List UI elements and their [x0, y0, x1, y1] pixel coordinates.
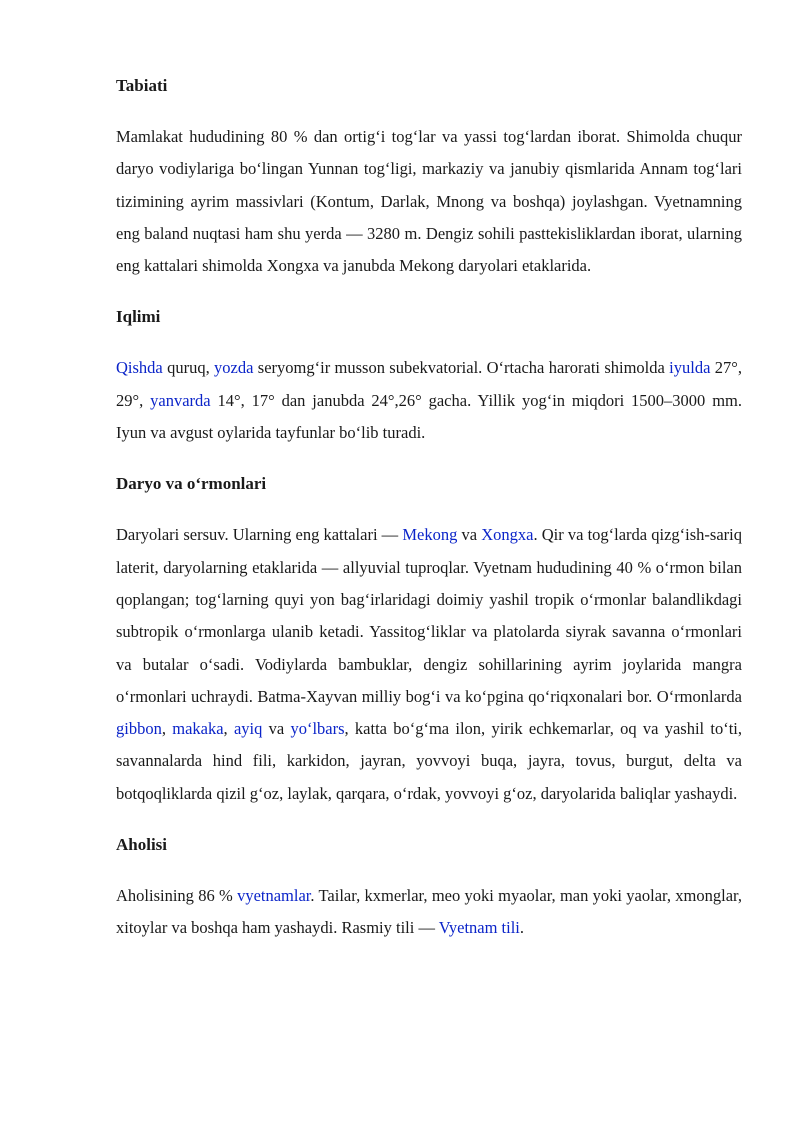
- inline-link[interactable]: vyetnamlar: [237, 886, 311, 906]
- paragraph-text: , katta bo‘g‘ma ilon, yirik echkemarlar, oq va yashil to‘ti, savannalarda hind fili, karkidon, jayran, yovvoyi buqa, jayra, tovus, burgut, delta va botqoqliklarda qizil g‘oz, laylak, qarqara, o‘rdak, yovvoyi g‘oz, daryolarida baliqlar yashaydi.: [116, 719, 742, 803]
- paragraph-text: Daryolari sersuv. Ularning eng kattalari —: [116, 525, 403, 545]
- paragraph-text: va: [262, 719, 291, 739]
- inline-link[interactable]: iyulda: [669, 358, 711, 378]
- paragraph-text: quruq,: [162, 358, 215, 378]
- inline-link[interactable]: Mekong: [402, 525, 458, 545]
- paragraph-text: . Qir va tog‘larda qizg‘ish-sariq laterit, daryolarning etaklarida — allyuvial tuproqlar. Vyetnam hududining 40 % o‘rmon bilan qoplangan; tog‘larning quyi yon bag‘irlaridagi doimiy yashil tropik o‘rmonlar balandlikdagi subtropik o‘rmonlarga ulanib ketadi. Yassitog‘liklar va platolarda siyrak savanna o‘rmonlari va butalar o‘sadi. Vodiylarda bambuklar, dengiz sohillarining ayrim joylarida mangra o‘rmonlari uchraydi. Batma-Xayvan milliy bog‘i va ko‘pgina qo‘riqxonalari bor. O‘rmonlarda: [116, 525, 742, 706]
- inline-link[interactable]: yozda: [214, 358, 254, 378]
- paragraph-text: Aholisining 86 %: [116, 886, 238, 906]
- inline-link[interactable]: gibbon: [116, 719, 162, 739]
- inline-link[interactable]: yanvarda: [150, 390, 211, 410]
- section-paragraph-aholisi: [116, 880, 742, 945]
- inline-link[interactable]: makaka: [172, 719, 224, 739]
- paragraph-text: ,: [161, 719, 173, 739]
- section-paragraph-daryo-va-ormonlari: [116, 519, 742, 810]
- inline-link[interactable]: Vyetnam tili: [438, 918, 520, 938]
- paragraph-text: seryomg‘ir musson subekvatorial. O‘rtacha harorati shimolda: [253, 358, 670, 378]
- inline-link[interactable]: Xongxa: [481, 525, 534, 545]
- section-paragraph-iqlimi: [116, 352, 742, 449]
- paragraph-text: Mamlakat hududining 80 % dan ortig‘i tog‘lar va yassi tog‘lardan iborat. Shimolda chuqur daryo vodiylariga bo‘lingan Yunnan tog‘ligi, markaziy va janubiy qismlarida Annam tog‘lari tizimining ayrim massivlari (Kontum, Darlak, Mnong va boshqa) joylashgan. Vyetnamning eng baland nuqtasi ham shu yerda — 3280 m. Dengiz sohili pasttekisliklardan iborat, ularning eng kattalari shimolda Xongxa va janubda Mekong daryolari etaklarida.: [116, 127, 742, 276]
- inline-link[interactable]: Qishda: [116, 358, 163, 378]
- inline-link[interactable]: ayiq: [233, 719, 263, 739]
- section-heading-daryo-va-ormonlari: Daryo va o‘rmonlari: [116, 474, 267, 494]
- section-heading-aholisi: Aholisi: [116, 835, 168, 855]
- section-paragraph-tabiati: [116, 121, 742, 282]
- inline-link[interactable]: yo‘lbars: [290, 719, 345, 739]
- paragraph-text: 14°, 17° dan janubda 24°,26° gacha. Yillik yog‘in miqdori 1500–3000 mm. Iyun va avgust oylarida tayfunlar bo‘lib turadi.: [116, 390, 742, 443]
- paragraph-text: .: [519, 918, 525, 938]
- section-heading-tabiati: Tabiati: [116, 76, 168, 95]
- paragraph-text: ,: [223, 719, 234, 739]
- section-heading-iqlimi: Iqlimi: [116, 307, 161, 327]
- paragraph-text: . Tailar, kxmerlar, meo yoki myaolar, man yoki yaolar, xmonglar, xitoylar va boshqa ham yashaydi. Rasmiy tili —: [116, 886, 742, 938]
- paragraph-text: va: [457, 525, 482, 545]
- paragraph-text: 27°, 29°,: [116, 358, 742, 410]
- document-page: [116, 70, 742, 945]
